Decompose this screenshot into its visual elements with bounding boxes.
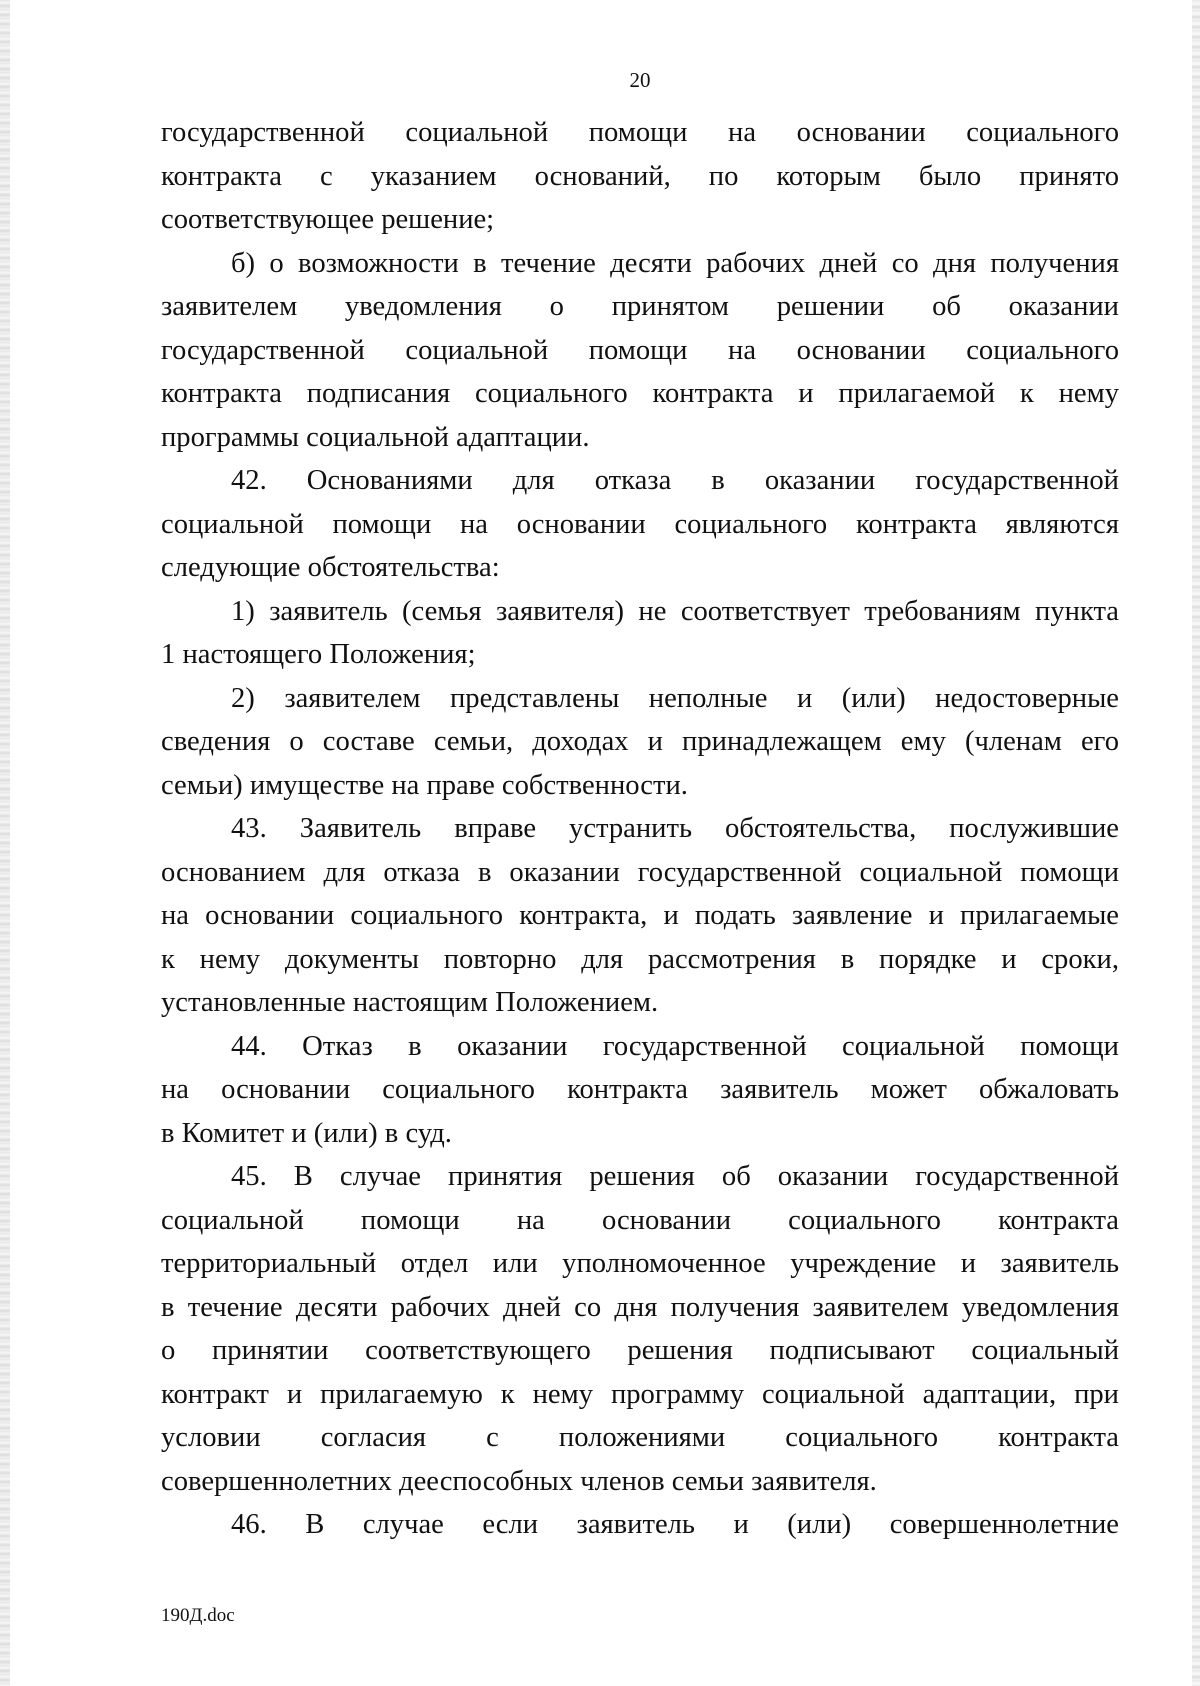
paragraph: [161, 677, 1119, 808]
paragraph: [161, 1155, 1119, 1503]
text-line: совершеннолетних дееспособных членов семьи заявителя.: [161, 1465, 877, 1497]
text-line: семьи) имуществе на праве собственности.: [161, 769, 688, 801]
text-line: в Комитет и (или) в суд.: [161, 1117, 452, 1149]
paragraph: [161, 242, 1119, 460]
page-number: 20: [629, 68, 651, 92]
text-line: о принятии соответствующего решения подписывают социальный: [161, 1335, 1119, 1366]
text-line: социальной помощи на основании социального контракта являются: [161, 508, 1119, 540]
paragraph: [161, 111, 1119, 242]
text-line: 1) заявитель (семья заявителя) не соответствует требованиям пункта: [231, 595, 1119, 627]
text-line: 46. В случае если заявитель и (или) совершеннолетние: [231, 1509, 1119, 1540]
text-line: сведения о составе семьи, доходах и принадлежащем ему (членам его: [161, 726, 1119, 757]
scan-edge-left: [0, 0, 10, 1686]
paragraph: [161, 459, 1119, 590]
text-line: в течение десяти рабочих дней со дня получения заявителем уведомления: [161, 1291, 1119, 1323]
scan-edge-right: [1192, 0, 1200, 1686]
text-line: социальной помощи на основании социального контракта: [161, 1204, 1119, 1236]
text-line: контракт и прилагаемую к нему программу социальной адаптации, при: [161, 1378, 1119, 1410]
text-line: на основании социального контракта, и подать заявление и прилагаемые: [161, 900, 1119, 931]
paragraph: [161, 1503, 1119, 1547]
text-line: 2) заявителем представлены неполные и (или) недостоверные: [231, 682, 1119, 714]
footer-filename: 190Д.doc: [161, 1605, 235, 1626]
text-line: б) о возможности в течение десяти рабочих дней со дня получения: [231, 247, 1119, 279]
text-line: 45. В случае принятия решения об оказании государственной: [231, 1161, 1119, 1192]
text-line: основанием для отказа в оказании государственной социальной помощи: [161, 856, 1119, 888]
document-body: [161, 111, 1119, 1547]
text-line: 1 настоящего Положения;: [161, 639, 476, 670]
paragraph: [161, 1025, 1119, 1156]
text-line: контракта с указанием оснований, по которым было принято: [161, 160, 1119, 192]
paragraph: [161, 590, 1119, 677]
text-line: установленные настоящим Положением.: [161, 987, 659, 1018]
text-line: заявителем уведомления о принятом решении об оказании: [161, 291, 1119, 322]
text-line: программы социальной адаптации.: [161, 421, 590, 453]
text-line: 42. Основаниями для отказа в оказании государственной: [231, 465, 1119, 496]
text-line: государственной социальной помощи на основании социального: [161, 117, 1119, 148]
text-line: 43. Заявитель вправе устранить обстоятельства, послужившие: [231, 813, 1119, 844]
text-line: условии согласия с положениями социального контракта: [161, 1422, 1119, 1453]
paragraph: [161, 807, 1119, 1025]
text-line: на основании социального контракта заявитель может обжаловать: [161, 1074, 1119, 1105]
text-line: 44. Отказ в оказании государственной социальной помощи: [231, 1030, 1119, 1062]
text-line: контракта подписания социального контракта и прилагаемой к нему: [161, 378, 1119, 409]
text-line: государственной социальной помощи на основании социального: [161, 334, 1119, 366]
text-line: к нему документы повторно для рассмотрения в порядке и сроки,: [161, 943, 1119, 975]
text-line: соответствующее решение;: [161, 204, 495, 235]
text-line: следующие обстоятельства:: [161, 552, 500, 583]
text-line: территориальный отдел или уполномоченное учреждение и заявитель: [161, 1248, 1119, 1279]
